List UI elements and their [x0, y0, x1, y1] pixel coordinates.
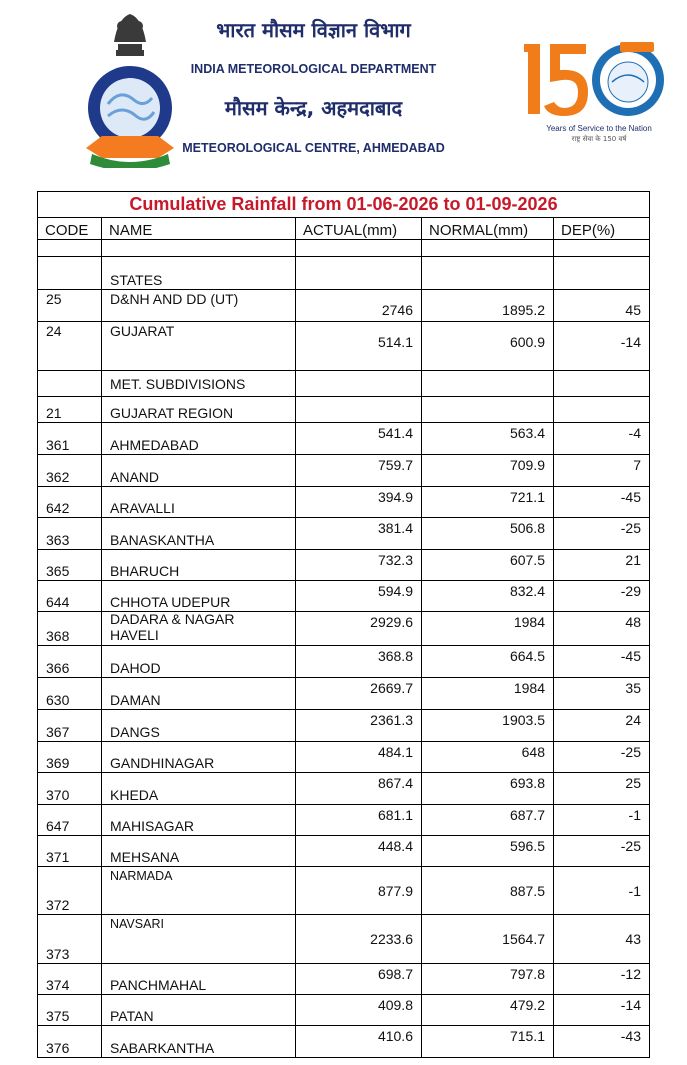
cell-dep: -14 — [620, 334, 641, 350]
cell-name: GANDHINAGAR — [110, 755, 215, 771]
cell-normal: 797.8 — [509, 966, 545, 982]
cell-code: 630 — [46, 692, 70, 708]
table-row — [38, 710, 649, 742]
cell-normal: 832.4 — [509, 583, 545, 599]
cell-normal: 506.8 — [509, 520, 545, 536]
cell-normal: 693.8 — [509, 775, 545, 791]
table-row — [38, 867, 649, 915]
cell-normal: 715.1 — [509, 1028, 545, 1044]
table-row — [38, 581, 649, 612]
cell-actual: 484.1 — [377, 744, 413, 760]
cell-name: DANGS — [110, 724, 160, 740]
cell-normal: 1895.2 — [502, 302, 545, 318]
cell-dep: -25 — [620, 838, 641, 854]
cell-normal: 479.2 — [509, 997, 545, 1013]
cell-normal: 1564.7 — [502, 931, 545, 947]
cell-normal: 648 — [521, 744, 545, 760]
cell-name: AHMEDABAD — [110, 437, 199, 453]
table-row — [38, 518, 649, 550]
spacer-row — [38, 354, 649, 371]
table-row — [38, 550, 649, 581]
cell-code: 642 — [46, 500, 70, 516]
cell-normal: 887.5 — [509, 882, 545, 899]
cell-actual: 2746 — [381, 302, 413, 318]
table-row — [38, 964, 649, 995]
cell-name: MEHSANA — [110, 849, 180, 865]
table-row — [38, 1026, 649, 1057]
cell-dep: 48 — [625, 614, 641, 630]
col-header-name: NAME — [102, 218, 296, 239]
cell-dep: -43 — [620, 1028, 641, 1044]
cell-code: 376 — [46, 1040, 70, 1056]
cell-dep: -45 — [620, 489, 641, 505]
cell-actual: 681.1 — [377, 807, 413, 823]
cell-dep: -14 — [620, 997, 641, 1013]
section-row-states — [38, 257, 649, 290]
cell-normal: 607.5 — [509, 552, 545, 568]
150-years-badge — [524, 40, 674, 152]
cell-actual: 2669.7 — [370, 680, 413, 696]
cell-code: 367 — [46, 724, 70, 740]
cell-normal: 563.4 — [509, 425, 545, 441]
cell-actual: 541.4 — [377, 425, 413, 441]
section-row-subdivisions — [38, 371, 649, 397]
cell-name: SABARKANTHA — [110, 1040, 215, 1056]
table-row — [38, 423, 649, 455]
badge-tagline: Years of Service to the Nation — [546, 124, 652, 133]
cell-dep: -29 — [620, 583, 641, 599]
hindi-department-title: भारत मौसम विज्ञान विभाग — [216, 18, 411, 42]
table-row — [38, 322, 649, 354]
cell-dep: 43 — [625, 931, 641, 947]
cell-code: 372 — [46, 897, 70, 913]
cell-actual: 759.7 — [377, 457, 413, 473]
cell-code: 370 — [46, 787, 70, 803]
cell-normal: 1984 — [513, 680, 545, 696]
cell-normal: 1984 — [513, 614, 545, 630]
cell-dep: -45 — [620, 648, 641, 664]
table-row — [38, 805, 649, 836]
cell-code: 374 — [46, 977, 70, 993]
table-row — [38, 773, 649, 805]
region-row — [38, 397, 649, 423]
cell-dep: 25 — [625, 775, 641, 791]
cell-normal: 596.5 — [509, 838, 545, 854]
rainfall-table — [37, 191, 650, 1058]
cell-actual: 381.4 — [377, 520, 413, 536]
cell-code: 25 — [46, 291, 62, 307]
col-header-normal: NORMAL(mm) — [422, 218, 554, 239]
cell-actual: 514.1 — [377, 334, 413, 350]
english-department-title: INDIA METEOROLOGICAL DEPARTMENT — [190, 62, 437, 76]
cell-dep: -1 — [628, 882, 641, 899]
cell-code: 363 — [46, 532, 70, 548]
cell-code: 24 — [46, 323, 62, 339]
spacer-row — [38, 240, 649, 257]
col-header-dep: DEP(%) — [561, 222, 616, 239]
cell-code: 373 — [46, 946, 70, 962]
cell-code: 362 — [46, 469, 70, 485]
badge-tagline-hindi: राष्ट्र सेवा के 150 वर्ष — [571, 135, 627, 143]
cell-name: PATAN — [110, 1008, 154, 1024]
section-label: MET. SUBDIVISIONS — [110, 375, 246, 392]
table-row — [38, 612, 649, 646]
cell-actual: 2361.3 — [370, 712, 413, 728]
table-row — [38, 646, 649, 678]
cell-actual: 448.4 — [377, 838, 413, 854]
table-row — [38, 836, 649, 867]
cell-code: 369 — [46, 755, 70, 771]
cell-name: D&NH AND DD (UT) — [110, 291, 239, 307]
table-header-row — [38, 218, 649, 240]
table-title: Cumulative Rainfall from 01-06-2026 to 01-09-2026 — [38, 192, 649, 218]
table-row — [38, 915, 649, 964]
table-row — [38, 742, 649, 773]
cell-normal: 600.9 — [509, 334, 545, 350]
cell-dep: 24 — [625, 712, 641, 728]
cell-name: DAHOD — [110, 660, 161, 676]
cell-code: 647 — [46, 818, 70, 834]
cell-code: 361 — [46, 437, 70, 453]
cell-actual: 368.8 — [377, 648, 413, 664]
cell-actual: 594.9 — [377, 583, 413, 599]
table-row — [38, 455, 649, 487]
cell-code: 365 — [46, 563, 70, 579]
cell-name: NARMADA — [110, 869, 173, 883]
cell-code: 371 — [46, 849, 70, 865]
cell-normal: 664.5 — [509, 648, 545, 664]
cell-normal: 721.1 — [509, 489, 545, 505]
cell-normal: 1903.5 — [502, 712, 545, 728]
cell-name: ARAVALLI — [110, 500, 175, 516]
cell-dep: 45 — [625, 302, 641, 318]
cell-actual: 394.9 — [377, 489, 413, 505]
english-centre-title: METEOROLOGICAL CENTRE, AHMEDABAD — [182, 141, 445, 155]
table-row — [38, 487, 649, 518]
cell-actual: 2929.6 — [370, 614, 413, 630]
cell-name: BHARUCH — [110, 563, 180, 579]
section-label: STATES — [110, 272, 163, 288]
cell-actual: 877.9 — [377, 882, 413, 899]
cell-actual: 410.6 — [377, 1028, 413, 1044]
cell-normal: 687.7 — [509, 807, 545, 823]
region-code: 21 — [46, 405, 62, 421]
cell-name: ANAND — [110, 469, 160, 485]
cell-code: 375 — [46, 1008, 70, 1024]
cell-dep: -25 — [620, 744, 641, 760]
cell-dep: -4 — [628, 425, 641, 441]
cell-name: CHHOTA UDEPUR — [110, 594, 231, 610]
cell-name: NAVSARI — [110, 917, 164, 931]
cell-dep: 35 — [625, 680, 641, 696]
cell-actual: 2233.6 — [370, 931, 413, 947]
cell-dep: 21 — [625, 552, 641, 568]
cell-dep: -1 — [628, 807, 641, 823]
cell-name: PANCHMAHAL — [110, 977, 207, 993]
cell-dep: 7 — [633, 457, 641, 473]
cell-actual: 867.4 — [377, 775, 413, 791]
cell-name: GUJARAT — [110, 323, 175, 339]
cell-actual: 698.7 — [377, 966, 413, 982]
cell-code: 644 — [46, 594, 70, 610]
cell-actual: 409.8 — [377, 997, 413, 1013]
cell-actual: 732.3 — [377, 552, 413, 568]
cell-name-line1: DADARA & NAGAR — [110, 611, 235, 627]
table-row — [38, 290, 649, 322]
cell-code: 368 — [46, 628, 70, 644]
table-row — [38, 678, 649, 710]
cell-name-line2: HAVELI — [110, 627, 159, 643]
cell-dep: -25 — [620, 520, 641, 536]
col-header-actual: ACTUAL(mm) — [296, 218, 422, 239]
col-header-code: CODE — [38, 218, 102, 239]
region-name: GUJARAT REGION — [110, 405, 234, 421]
cell-name: DAMAN — [110, 692, 161, 708]
cell-name: MAHISAGAR — [110, 818, 195, 834]
hindi-centre-title: मौसम केन्द्र, अहमदाबाद — [224, 96, 403, 120]
cell-code: 366 — [46, 660, 70, 676]
cell-dep: -12 — [620, 966, 641, 982]
cell-name: KHEDA — [110, 787, 159, 803]
cell-name: BANASKANTHA — [110, 532, 215, 548]
cell-normal: 709.9 — [509, 457, 545, 473]
table-row — [38, 995, 649, 1026]
